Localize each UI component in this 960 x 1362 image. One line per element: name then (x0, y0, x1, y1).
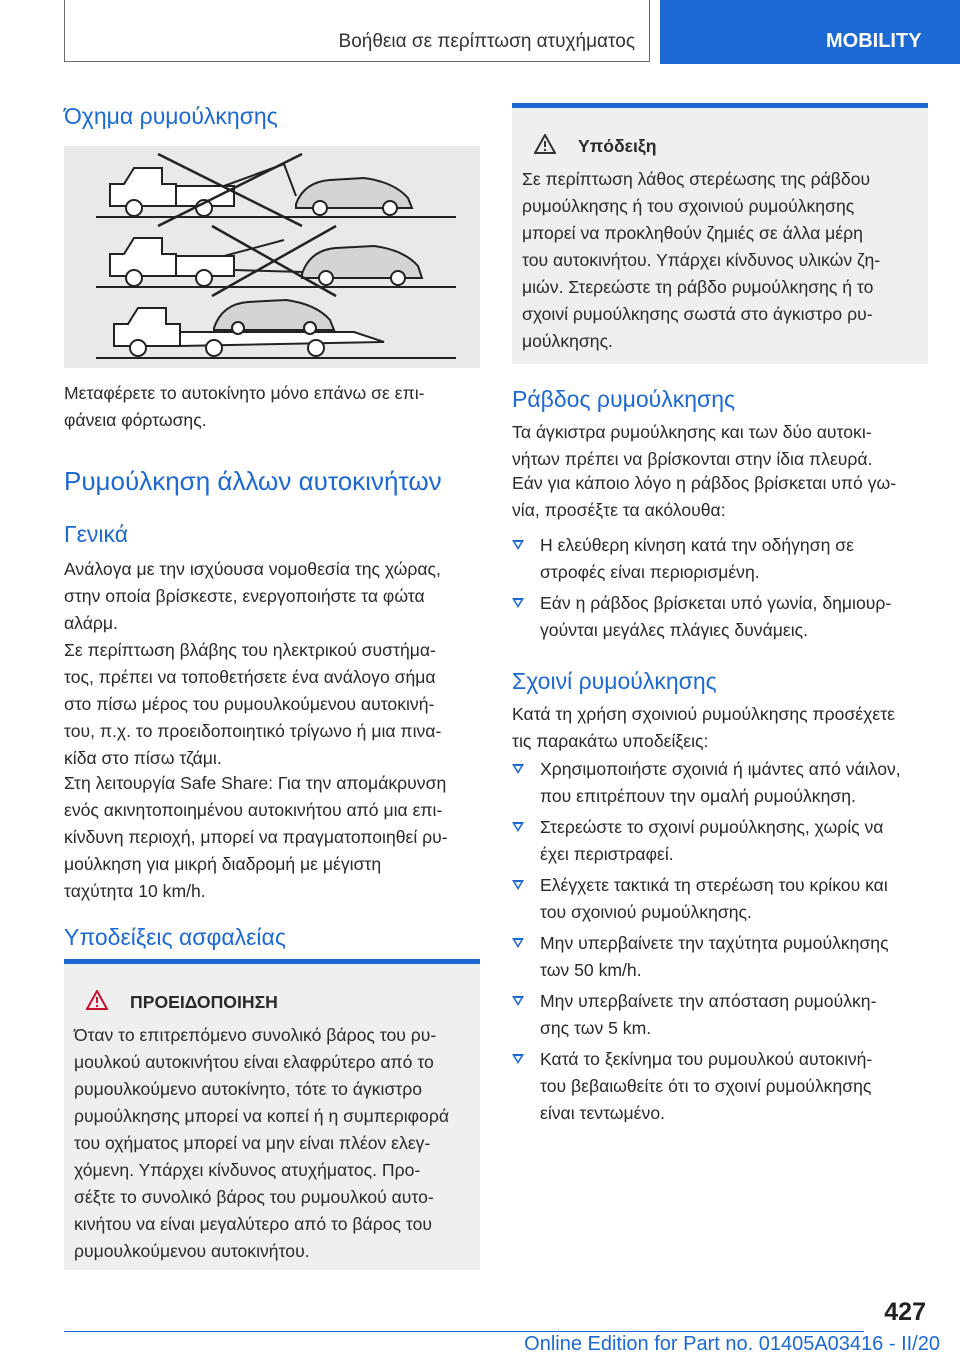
general-paragraph-1: Ανάλογα με την ισχύουσα νομοθεσία της χώρας, στην οποία βρίσκεστε, ενεργοποιήστε τα φώτα αλάρμ. (64, 559, 441, 633)
tow-bar-list (512, 532, 928, 648)
list-item: Μην υπερβαίνετε την ταχύτητα ρυμούλκησης των 50 km/h. (512, 930, 928, 984)
list-item: Μην υπερβαίνετε την απόσταση ρυμούλκη‐ σης των 5 km. (512, 988, 928, 1042)
footer-divider (64, 1331, 864, 1332)
bullet-triangle-icon (512, 540, 524, 550)
section-header-box (64, 0, 650, 62)
notice-text: Σε περίπτωση λάθος στερέωσης της ράβδου ρυμούλκησης ή του σχοινιού ρυμούλκησης μπορεί να προκληθούν ζημιές σε άλλα μέρη του αυτοκινήτου. Υπάρχει κίνδυνος υλικών ζη‐ μιών. Στερεώστε τη ράβδο ρυμούλκησης ή το σχοινί ρυμούλκησης σωστά στο άγκιστρο ρυ‐ μούλκησης. (522, 169, 881, 351)
heading-towing-other-cars: Ρυμούλκηση άλλων αυτοκινήτων (64, 466, 442, 496)
section-title: Βοήθεια σε περίπτωση ατυχήματος (338, 31, 635, 52)
general-paragraph-2: Σε περίπτωση βλάβης του ηλεκτρικού συστήμα‐ τος, πρέπει να τοποθετήσετε ένα ανάλογο σήμα στο πίσω μέρος του ρυμουλκούμενου αυτοκινή‐ του, π.χ. το προειδοποιητικό τρίγωνο ή μια πινα‐ κίδα στο πίσω τζάμι. (64, 640, 442, 768)
page-number: 427 (884, 1298, 926, 1326)
list-item: Κατά το ξεκίνημα του ρυμουλκού αυτοκινή‐ του βεβαιωθείτε ότι το σχοινί ρυμούλκησης είναι τεντωμένο. (512, 1046, 928, 1127)
edition-footer: Online Edition for Part no. 01405A03416 - II/20 (524, 1333, 940, 1355)
bullet-triangle-icon (512, 880, 524, 890)
towing-illustration (64, 146, 480, 368)
heading-tow-vehicle: Όχημα ρυμούλκησης (64, 103, 278, 129)
bullet-triangle-icon (512, 996, 524, 1006)
heading-tow-rope: Σχοινί ρυμούλκησης (512, 668, 717, 694)
bullet-triangle-icon (512, 1054, 524, 1064)
list-item: Χρησιμοποιήστε σχοινιά ή ιμάντες από νάιλον, που επιτρέπουν την ομαλή ρυμούλκηση. (512, 756, 928, 810)
list-item: Η ελεύθερη κίνηση κατά την οδήγηση σε στροφές είναι περιορισμένη. (512, 532, 928, 586)
notice-title: Υπόδειξη (578, 136, 657, 156)
tow-bar-paragraph-1: Τα άγκιστρα ρυμούλκησης και των δύο αυτοκι‐ νήτων πρέπει να βρίσκονται στην ίδια πλευρά. (512, 422, 873, 469)
warning-box (64, 959, 480, 1270)
bullet-triangle-icon (512, 938, 524, 948)
heading-tow-bar: Ράβδος ρυμούλκησης (512, 386, 736, 412)
warning-text: Όταν το επιτρεπόμενο συνολικό βάρος του ρυ‐ μουλκού αυτοκινήτου είναι ελαφρύτερο από το ρυμουλκούμενο αυτοκίνητο, τότε το άγκιστρο ρυμούλκησης μπορεί να κοπεί ή η συμπεριφορά του οχήματος μπορεί να μην είναι πλέον ελεγ‐ χόμενη. Υπάρχει κίνδυνος ατυχήματος. Προ‐ σέξτε το συνολικό βάρος του ρυμουλκού αυτο‐ κινήτου να είναι μεγαλύτερο από το βάρος του ρυμουλκούμενου αυτοκινήτου. (74, 1025, 450, 1261)
tow-trucks-figure (64, 146, 480, 368)
heading-general: Γενικά (64, 521, 129, 547)
list-item: Εάν η ράβδος βρίσκεται υπό γωνία, δημιουρ‐ γούνται μεγάλες πλάγιες δυνάμεις. (512, 590, 928, 644)
notice-box (512, 103, 928, 364)
page-header (64, 0, 960, 64)
heading-safety-notes: Υποδείξεις ασφαλείας (64, 924, 286, 950)
warning-title: ΠΡΟΕΙΔΟΠΟΙΗΣΗ (130, 992, 278, 1012)
tow-rope-paragraph: Κατά τη χρήση σχοινιού ρυμούλκησης προσέχετε τις παρακάτω υποδείξεις: (512, 704, 896, 751)
list-item: Στερεώστε το σχοινί ρυμούλκησης, χωρίς να έχει περιστραφεί. (512, 814, 928, 868)
bullet-triangle-icon (512, 598, 524, 608)
general-paragraph-3: Στη λειτουργία Safe Share: Για την απομάκρυνση ενός ακινητοποιημένου αυτοκινήτου από μια επι‐ κίνδυνη περιοχή, μπορεί να πραγματοποιηθεί ρυ‐ μούλκηση για μικρή διαδρομή με μέγιστη ταχύτητα 10 km/h. (64, 773, 448, 901)
bullet-triangle-icon (512, 822, 524, 832)
warning-triangle-icon (86, 990, 108, 1010)
figure-caption: Μεταφέρετε το αυτοκίνητο μόνο επάνω σε επι‐ φάνεια φόρτωσης. (64, 383, 425, 430)
chapter-tab: MOBILITY (660, 0, 960, 64)
notice-triangle-icon (534, 134, 556, 154)
list-item: Ελέγχετε τακτικά τη στερέωση του κρίκου και του σχοινιού ρυμούλκησης. (512, 872, 928, 926)
tow-rope-list (512, 756, 928, 1131)
tow-bar-paragraph-2: Εάν για κάποιο λόγο η ράβδος βρίσκεται υπό γω‐ νία, προσέξτε τα ακόλουθα: (512, 473, 897, 520)
bullet-triangle-icon (512, 764, 524, 774)
